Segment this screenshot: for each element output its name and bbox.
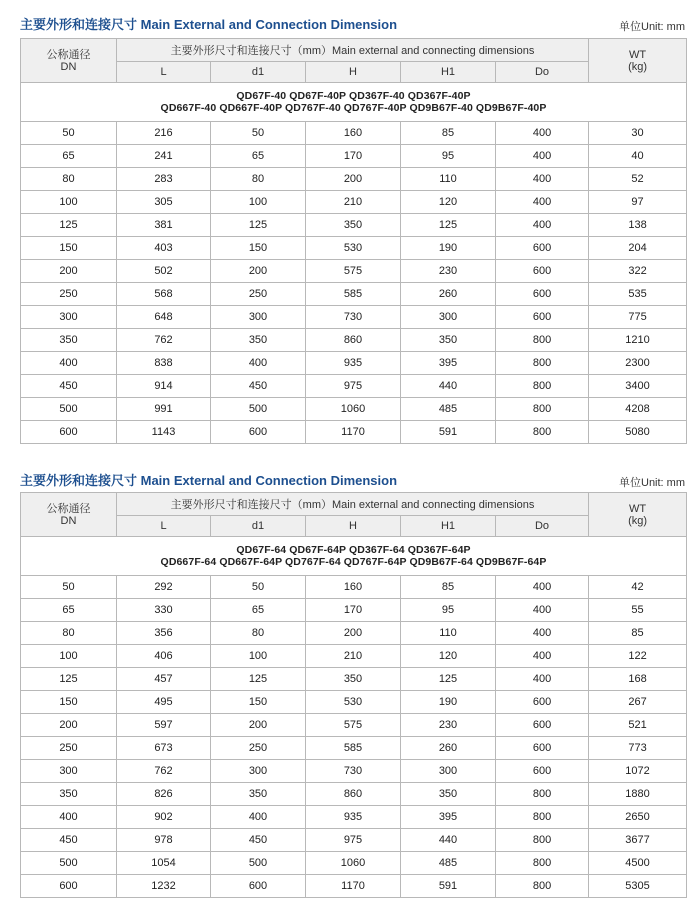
table-cell: 216 bbox=[117, 122, 211, 145]
table-cell: 356 bbox=[117, 622, 211, 645]
table-cell: 50 bbox=[21, 122, 117, 145]
table-row bbox=[21, 398, 687, 421]
table-cell: 400 bbox=[496, 191, 589, 214]
table-cell: 500 bbox=[21, 852, 117, 875]
table-cell: 210 bbox=[306, 645, 401, 668]
table-cell: 600 bbox=[21, 421, 117, 444]
table-cell: 350 bbox=[211, 329, 306, 352]
table-cell: 975 bbox=[306, 375, 401, 398]
table-row bbox=[21, 622, 687, 645]
table-cell: 585 bbox=[306, 737, 401, 760]
table-cell: 65 bbox=[211, 145, 306, 168]
table-cell: 200 bbox=[211, 714, 306, 737]
table-cell: 350 bbox=[306, 668, 401, 691]
table-cell: 914 bbox=[117, 375, 211, 398]
table-cell: 1170 bbox=[306, 875, 401, 898]
table-cell: 125 bbox=[401, 214, 496, 237]
table-cell: 450 bbox=[21, 375, 117, 398]
table-body bbox=[21, 576, 687, 898]
table-cell: 521 bbox=[589, 714, 687, 737]
table-cell: 800 bbox=[496, 421, 589, 444]
table-row bbox=[21, 806, 687, 829]
table-cell: 800 bbox=[496, 829, 589, 852]
table-cell: 485 bbox=[401, 852, 496, 875]
table-row bbox=[21, 237, 687, 260]
table-cell: 125 bbox=[211, 668, 306, 691]
table-cell: 800 bbox=[496, 329, 589, 352]
table-row bbox=[21, 352, 687, 375]
table-cell: 200 bbox=[306, 168, 401, 191]
table-cell: 775 bbox=[589, 306, 687, 329]
table-cell: 125 bbox=[211, 214, 306, 237]
table-cell: 730 bbox=[306, 760, 401, 783]
table-cell: 97 bbox=[589, 191, 687, 214]
table-cell: 300 bbox=[211, 306, 306, 329]
column-header-h1: H1 bbox=[401, 62, 496, 83]
table-cell: 762 bbox=[117, 760, 211, 783]
table-cell: 4208 bbox=[589, 398, 687, 421]
table-cell: 1880 bbox=[589, 783, 687, 806]
table-cell: 300 bbox=[401, 306, 496, 329]
table-cell: 500 bbox=[21, 398, 117, 421]
table-cell: 838 bbox=[117, 352, 211, 375]
table-cell: 250 bbox=[21, 737, 117, 760]
table-row bbox=[21, 714, 687, 737]
table-cell: 800 bbox=[496, 852, 589, 875]
table-cell: 42 bbox=[589, 576, 687, 599]
table-cell: 400 bbox=[211, 352, 306, 375]
table-cell: 591 bbox=[401, 421, 496, 444]
table-cell: 125 bbox=[401, 668, 496, 691]
table-cell: 826 bbox=[117, 783, 211, 806]
table-cell: 495 bbox=[117, 691, 211, 714]
table-cell: 150 bbox=[211, 237, 306, 260]
table-cell: 200 bbox=[211, 260, 306, 283]
table-cell: 80 bbox=[211, 622, 306, 645]
table-cell: 1060 bbox=[306, 852, 401, 875]
table-row bbox=[21, 760, 687, 783]
column-header-h1: H1 bbox=[401, 516, 496, 537]
table-row bbox=[21, 599, 687, 622]
table-cell: 100 bbox=[21, 645, 117, 668]
section-header bbox=[0, 466, 700, 490]
table-cell: 110 bbox=[401, 622, 496, 645]
unit-label: 单位Unit: mm bbox=[619, 21, 685, 33]
table-cell: 395 bbox=[401, 806, 496, 829]
table-cell: 860 bbox=[306, 329, 401, 352]
table-cell: 440 bbox=[401, 829, 496, 852]
table-cell: 85 bbox=[401, 576, 496, 599]
table-cell: 600 bbox=[496, 714, 589, 737]
table-cell: 457 bbox=[117, 668, 211, 691]
table-cell: 395 bbox=[401, 352, 496, 375]
dn-header: 公称通径 DN bbox=[21, 493, 117, 537]
table-cell: 95 bbox=[401, 599, 496, 622]
table-cell: 190 bbox=[401, 237, 496, 260]
table-cell: 800 bbox=[496, 398, 589, 421]
column-header-do: Do bbox=[496, 62, 589, 83]
table-cell: 241 bbox=[117, 145, 211, 168]
table-row bbox=[21, 375, 687, 398]
table-cell: 350 bbox=[21, 783, 117, 806]
table-cell: 600 bbox=[211, 421, 306, 444]
table-cell: 55 bbox=[589, 599, 687, 622]
table-cell: 600 bbox=[21, 875, 117, 898]
table-cell: 322 bbox=[589, 260, 687, 283]
table-row bbox=[21, 260, 687, 283]
table-row bbox=[21, 875, 687, 898]
table-cell: 300 bbox=[21, 760, 117, 783]
table-cell: 975 bbox=[306, 829, 401, 852]
table-cell: 50 bbox=[211, 122, 306, 145]
column-header-h: H bbox=[306, 62, 401, 83]
table-row bbox=[21, 191, 687, 214]
table-row bbox=[21, 283, 687, 306]
table-cell: 350 bbox=[306, 214, 401, 237]
table-cell: 250 bbox=[211, 283, 306, 306]
table-cell: 150 bbox=[211, 691, 306, 714]
table-cell: 648 bbox=[117, 306, 211, 329]
weight-header: WT (kg) bbox=[589, 39, 687, 83]
table-cell: 800 bbox=[496, 375, 589, 398]
table-cell: 600 bbox=[496, 691, 589, 714]
table-cell: 120 bbox=[401, 645, 496, 668]
table-cell: 673 bbox=[117, 737, 211, 760]
table-cell: 85 bbox=[589, 622, 687, 645]
table-cell: 502 bbox=[117, 260, 211, 283]
table-cell: 730 bbox=[306, 306, 401, 329]
table-cell: 991 bbox=[117, 398, 211, 421]
table-cell: 800 bbox=[496, 783, 589, 806]
column-header-h: H bbox=[306, 516, 401, 537]
table-cell: 600 bbox=[496, 260, 589, 283]
table-cell: 125 bbox=[21, 668, 117, 691]
table-cell: 400 bbox=[496, 168, 589, 191]
table-row bbox=[21, 645, 687, 668]
table-cell: 1143 bbox=[117, 421, 211, 444]
table-row bbox=[21, 783, 687, 806]
table-cell: 65 bbox=[21, 145, 117, 168]
table-cell: 600 bbox=[496, 760, 589, 783]
table-cell: 1210 bbox=[589, 329, 687, 352]
table-cell: 600 bbox=[496, 737, 589, 760]
model-list bbox=[21, 537, 687, 576]
table-cell: 200 bbox=[21, 714, 117, 737]
table-cell: 440 bbox=[401, 375, 496, 398]
table-cell: 403 bbox=[117, 237, 211, 260]
model-line: QD667F-40 QD667F-40P QD767F-40 QD767F-40P QD9B67F-40 QD9B67F-40P bbox=[160, 102, 547, 114]
table-cell: 138 bbox=[589, 214, 687, 237]
table-cell: 591 bbox=[401, 875, 496, 898]
table-cell: 100 bbox=[211, 645, 306, 668]
table-row bbox=[21, 691, 687, 714]
table-cell: 292 bbox=[117, 576, 211, 599]
table-cell: 902 bbox=[117, 806, 211, 829]
weight-header: WT (kg) bbox=[589, 493, 687, 537]
table-cell: 120 bbox=[401, 191, 496, 214]
model-line: QD67F-64 QD67F-64P QD367F-64 QD367F-64P bbox=[236, 544, 471, 556]
table-cell: 600 bbox=[496, 283, 589, 306]
table-cell: 5080 bbox=[589, 421, 687, 444]
table-cell: 250 bbox=[21, 283, 117, 306]
dimension-table bbox=[20, 38, 687, 444]
table-body bbox=[21, 122, 687, 444]
table-cell: 80 bbox=[211, 168, 306, 191]
table-cell: 305 bbox=[117, 191, 211, 214]
table-cell: 2650 bbox=[589, 806, 687, 829]
table-cell: 860 bbox=[306, 783, 401, 806]
table-cell: 381 bbox=[117, 214, 211, 237]
dimension-section-64 bbox=[0, 466, 700, 892]
table-row bbox=[21, 168, 687, 191]
table-cell: 400 bbox=[496, 668, 589, 691]
table-cell: 150 bbox=[21, 691, 117, 714]
table-row bbox=[21, 852, 687, 875]
table-cell: 400 bbox=[21, 352, 117, 375]
table-cell: 160 bbox=[306, 576, 401, 599]
column-header-l: L bbox=[117, 62, 211, 83]
section-title: 主要外形和连接尺寸 Main External and Connection Dimension bbox=[20, 473, 398, 488]
table-cell: 800 bbox=[496, 806, 589, 829]
table-cell: 210 bbox=[306, 191, 401, 214]
table-cell: 800 bbox=[496, 875, 589, 898]
table-cell: 65 bbox=[21, 599, 117, 622]
table-cell: 400 bbox=[496, 214, 589, 237]
table-row bbox=[21, 122, 687, 145]
table-cell: 200 bbox=[21, 260, 117, 283]
table-cell: 350 bbox=[401, 329, 496, 352]
table-cell: 2300 bbox=[589, 352, 687, 375]
table-row bbox=[21, 421, 687, 444]
table-cell: 1232 bbox=[117, 875, 211, 898]
table-cell: 400 bbox=[496, 645, 589, 668]
table-cell: 400 bbox=[211, 806, 306, 829]
table-cell: 568 bbox=[117, 283, 211, 306]
table-row bbox=[21, 737, 687, 760]
table-cell: 406 bbox=[117, 645, 211, 668]
table-cell: 110 bbox=[401, 168, 496, 191]
table-cell: 400 bbox=[496, 122, 589, 145]
table-cell: 80 bbox=[21, 168, 117, 191]
section-title: 主要外形和连接尺寸 Main External and Connection Dimension bbox=[20, 17, 398, 32]
column-header-l: L bbox=[117, 516, 211, 537]
table-cell: 170 bbox=[306, 599, 401, 622]
table-cell: 260 bbox=[401, 737, 496, 760]
table-cell: 283 bbox=[117, 168, 211, 191]
table-cell: 350 bbox=[401, 783, 496, 806]
table-cell: 168 bbox=[589, 668, 687, 691]
table-cell: 30 bbox=[589, 122, 687, 145]
table-cell: 1054 bbox=[117, 852, 211, 875]
table-cell: 3677 bbox=[589, 829, 687, 852]
table-cell: 200 bbox=[306, 622, 401, 645]
table-cell: 1060 bbox=[306, 398, 401, 421]
table-cell: 1170 bbox=[306, 421, 401, 444]
table-cell: 935 bbox=[306, 352, 401, 375]
table-cell: 3400 bbox=[589, 375, 687, 398]
table-cell: 65 bbox=[211, 599, 306, 622]
table-cell: 600 bbox=[211, 875, 306, 898]
table-row bbox=[21, 329, 687, 352]
column-header-d1: d1 bbox=[211, 516, 306, 537]
table-cell: 500 bbox=[211, 398, 306, 421]
column-header-do: Do bbox=[496, 516, 589, 537]
table-cell: 204 bbox=[589, 237, 687, 260]
table-cell: 585 bbox=[306, 283, 401, 306]
table-cell: 85 bbox=[401, 122, 496, 145]
column-header-d1: d1 bbox=[211, 62, 306, 83]
table-row bbox=[21, 145, 687, 168]
table-cell: 250 bbox=[211, 737, 306, 760]
table-cell: 230 bbox=[401, 260, 496, 283]
table-cell: 80 bbox=[21, 622, 117, 645]
table-cell: 978 bbox=[117, 829, 211, 852]
dimension-table bbox=[20, 492, 687, 898]
table-cell: 400 bbox=[496, 145, 589, 168]
table-cell: 122 bbox=[589, 645, 687, 668]
section-header bbox=[0, 10, 700, 34]
table-cell: 485 bbox=[401, 398, 496, 421]
table-cell: 170 bbox=[306, 145, 401, 168]
table-cell: 330 bbox=[117, 599, 211, 622]
table-cell: 530 bbox=[306, 237, 401, 260]
table-cell: 530 bbox=[306, 691, 401, 714]
table-row bbox=[21, 306, 687, 329]
table-cell: 575 bbox=[306, 260, 401, 283]
table-cell: 260 bbox=[401, 283, 496, 306]
table-row bbox=[21, 214, 687, 237]
table-cell: 40 bbox=[589, 145, 687, 168]
dn-header: 公称通径 DN bbox=[21, 39, 117, 83]
table-cell: 300 bbox=[21, 306, 117, 329]
table-cell: 5305 bbox=[589, 875, 687, 898]
table-cell: 773 bbox=[589, 737, 687, 760]
table-row bbox=[21, 829, 687, 852]
table-cell: 95 bbox=[401, 145, 496, 168]
dimension-header: 主要外形尺寸和连接尺寸（mm）Main external and connecting dimensions bbox=[117, 39, 589, 62]
table-cell: 50 bbox=[211, 576, 306, 599]
table-cell: 300 bbox=[211, 760, 306, 783]
table-cell: 500 bbox=[211, 852, 306, 875]
table-cell: 1072 bbox=[589, 760, 687, 783]
table-cell: 160 bbox=[306, 122, 401, 145]
table-cell: 800 bbox=[496, 352, 589, 375]
table-cell: 597 bbox=[117, 714, 211, 737]
model-line: QD667F-64 QD667F-64P QD767F-64 QD767F-64P QD9B67F-64 QD9B67F-64P bbox=[160, 556, 547, 568]
table-cell: 150 bbox=[21, 237, 117, 260]
table-cell: 52 bbox=[589, 168, 687, 191]
table-cell: 400 bbox=[496, 576, 589, 599]
table-cell: 350 bbox=[211, 783, 306, 806]
table-cell: 400 bbox=[21, 806, 117, 829]
table-cell: 350 bbox=[21, 329, 117, 352]
table-cell: 100 bbox=[211, 191, 306, 214]
table-cell: 4500 bbox=[589, 852, 687, 875]
table-cell: 300 bbox=[401, 760, 496, 783]
table-cell: 450 bbox=[211, 829, 306, 852]
model-list bbox=[21, 83, 687, 122]
table-cell: 125 bbox=[21, 214, 117, 237]
table-cell: 935 bbox=[306, 806, 401, 829]
unit-label: 单位Unit: mm bbox=[619, 477, 685, 489]
table-cell: 50 bbox=[21, 576, 117, 599]
table-cell: 230 bbox=[401, 714, 496, 737]
table-cell: 600 bbox=[496, 306, 589, 329]
table-cell: 762 bbox=[117, 329, 211, 352]
table-cell: 535 bbox=[589, 283, 687, 306]
table-cell: 575 bbox=[306, 714, 401, 737]
table-row bbox=[21, 576, 687, 599]
table-cell: 450 bbox=[21, 829, 117, 852]
dimension-section-40 bbox=[0, 10, 700, 438]
table-cell: 600 bbox=[496, 237, 589, 260]
table-cell: 190 bbox=[401, 691, 496, 714]
table-cell: 400 bbox=[496, 599, 589, 622]
model-line: QD67F-40 QD67F-40P QD367F-40 QD367F-40P bbox=[236, 90, 471, 102]
table-row bbox=[21, 668, 687, 691]
table-cell: 450 bbox=[211, 375, 306, 398]
table-cell: 267 bbox=[589, 691, 687, 714]
table-cell: 400 bbox=[496, 622, 589, 645]
dimension-header: 主要外形尺寸和连接尺寸（mm）Main external and connecting dimensions bbox=[117, 493, 589, 516]
table-cell: 100 bbox=[21, 191, 117, 214]
